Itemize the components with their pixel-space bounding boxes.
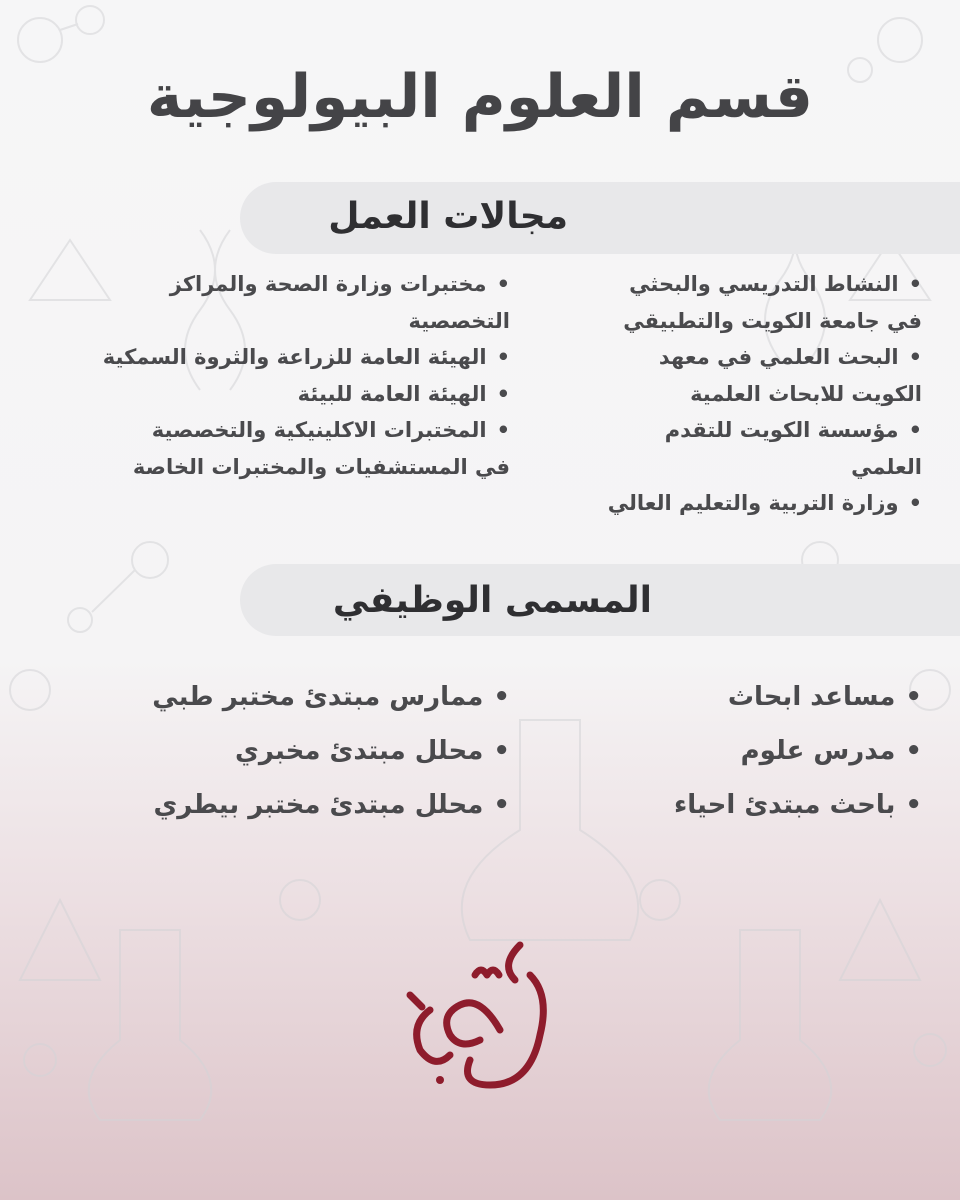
bullet-icon: • bbox=[908, 491, 922, 515]
bullet-icon: • bbox=[496, 381, 510, 406]
work-fields-left-list bbox=[30, 266, 510, 485]
bullet-icon: • bbox=[493, 790, 510, 820]
ilmiya-logo bbox=[380, 935, 580, 1115]
bullet-icon: • bbox=[496, 272, 510, 296]
list-item: •مساعد ابحاث bbox=[522, 670, 922, 724]
bullet-icon: • bbox=[908, 272, 922, 296]
bullet-icon: • bbox=[905, 790, 922, 820]
list-item: •محلل مبتدئ مخبري bbox=[50, 724, 510, 778]
list-item: في جامعة الكويت والتطبيقي bbox=[623, 308, 922, 333]
list-item: •المختبرات الاكلينيكية والتخصصية bbox=[30, 412, 510, 449]
list-item: •مختبرات وزارة الصحة والمراكز bbox=[30, 266, 510, 303]
page-title: قسم العلوم البيولوجية bbox=[146, 62, 814, 132]
bullet-icon: • bbox=[496, 418, 510, 442]
list-item: التخصصية bbox=[408, 308, 510, 333]
work-fields-heading: مجالات العمل bbox=[328, 196, 568, 237]
bullet-icon: • bbox=[905, 682, 922, 712]
bullet-icon: • bbox=[496, 345, 510, 369]
job-titles-heading: المسمى الوظيفي bbox=[332, 580, 652, 621]
bullet-icon: • bbox=[905, 736, 922, 766]
list-item: •باحث مبتدئ احياء bbox=[522, 778, 922, 832]
list-item: •ممارس مبتدئ مختبر طبي bbox=[50, 670, 510, 724]
bullet-icon: • bbox=[493, 682, 510, 712]
list-item: •مؤسسة الكويت للتقدم bbox=[522, 412, 922, 449]
list-item: الكويت للابحاث العلمية bbox=[690, 381, 922, 406]
list-item: في المستشفيات والمختبرات الخاصة bbox=[132, 454, 510, 479]
bullet-icon: • bbox=[493, 736, 510, 766]
work-fields-right-list bbox=[522, 266, 922, 522]
bullet-icon: • bbox=[908, 345, 922, 369]
list-item: •البحث العلمي في معهد bbox=[522, 339, 922, 376]
list-item: العلمي bbox=[851, 454, 922, 479]
job-titles-right-list bbox=[522, 670, 922, 832]
list-item: •محلل مبتدئ مختبر بيطري bbox=[50, 778, 510, 832]
bullet-icon: • bbox=[908, 418, 922, 442]
list-item: •مدرس علوم bbox=[522, 724, 922, 778]
job-titles-left-list bbox=[50, 670, 510, 832]
list-item: •الهيئة العامة للزراعة والثروة السمكية bbox=[30, 339, 510, 376]
list-item: •وزارة التربية والتعليم العالي bbox=[522, 485, 922, 522]
list-item: •الهيئة العامة للبيئة bbox=[30, 376, 510, 413]
list-item: •النشاط التدريسي والبحثي bbox=[522, 266, 922, 303]
